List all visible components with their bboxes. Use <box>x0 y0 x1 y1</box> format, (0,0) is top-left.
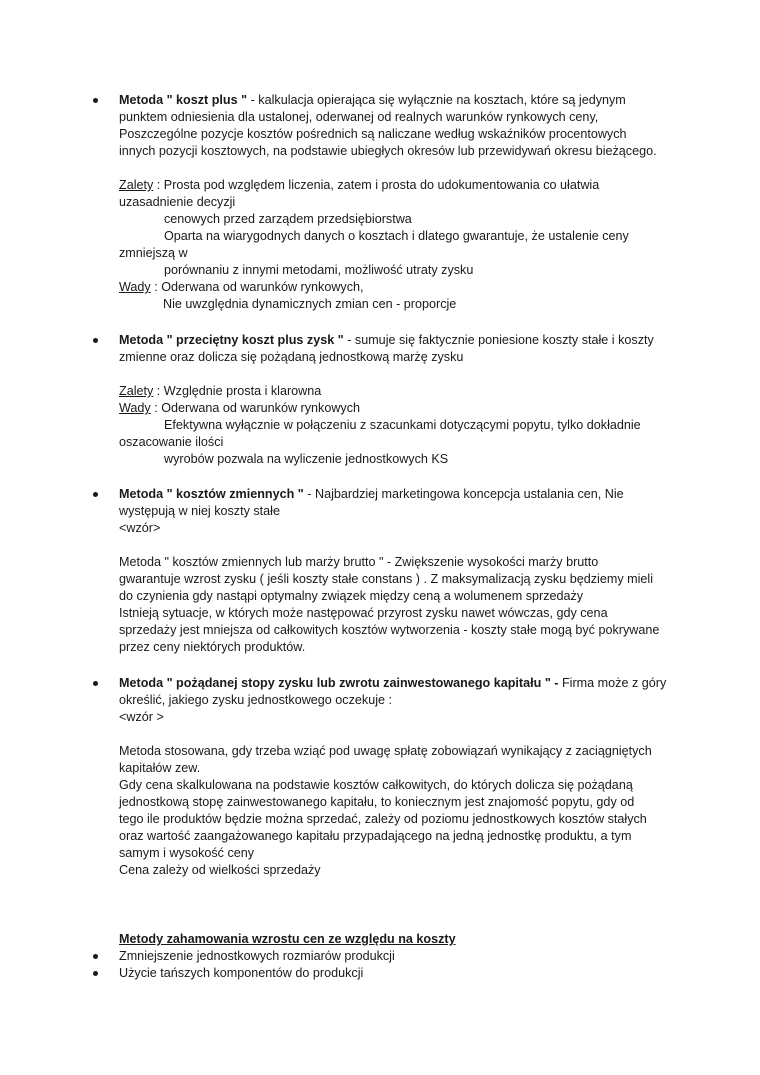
paragraph-line: porównaniu z innymi metodami, możliwość utraty zysku <box>164 263 474 277</box>
pros-label: Zalety <box>119 178 154 192</box>
formula-placeholder: <wzór > <box>119 710 164 724</box>
paragraph-line: uzasadnienie decyzji <box>119 195 236 209</box>
paragraph-line: Gdy cena skalkulowana na podstawie kosztów całkowitych, do których dolicza się pożądaną <box>119 778 633 792</box>
list-item-text: Użycie tańszych komponentów do produkcji <box>119 966 364 980</box>
paragraph-line: oraz wartość zaangażowanego kapitału przypadającego na jedną jednostkę produktu, a tym <box>119 829 632 843</box>
paragraph-line: jednostkową stopę zainwestowanego kapitału, to koniecznym jest znajomość popytu, gdy od <box>119 795 635 809</box>
paragraph-line: zmienne oraz dolicza się pożądaną jednostkową marżę zysku <box>119 350 464 364</box>
bullet-icon <box>93 954 98 959</box>
bullet-icon <box>93 681 98 686</box>
paragraph-line: cenowych przed zarządem przedsiębiorstwa <box>164 212 412 226</box>
paragraph-line: Cena zależy od wielkości sprzedaży <box>119 863 321 877</box>
section-stopa-zysku <box>0 675 679 879</box>
section-heading-wrap <box>0 931 679 948</box>
pros-line: Zalety : Względnie prosta i klarowna <box>119 384 322 398</box>
paragraph-line: Metoda " przeciętny koszt plus zysk " - sumuje się faktycznie poniesione koszty stałe i koszty <box>119 333 654 347</box>
paragraph-line: zmniejszą w <box>119 246 188 260</box>
list-item <box>0 948 679 965</box>
paragraph-line: do czynienia gdy nastąpi optymalny związek między ceną a wolumenem sprzedaży <box>119 589 584 603</box>
cons-line: Wady : Oderwana od warunków rynkowych, <box>119 280 364 294</box>
paragraph-line: punktem odniesienia dla ustalonej, oderwanej od realnych warunków rynkowych ceny, <box>119 110 599 124</box>
formula-placeholder: <wzór> <box>119 521 161 535</box>
paragraph-line: tego ile produktów będzie można sprzedać, zależy od poziomu jednostkowych kosztów stałych <box>119 812 647 826</box>
paragraph-line: gwarantuje wzrost zysku ( jeśli koszty stałe constans ) . Z maksymalizacją zysku będziemy mieli <box>119 572 653 586</box>
paragraph-line: Metoda stosowana, gdy trzeba wziąć pod uwagę spłatę zobowiązań wynikający z zaciągniętych <box>119 744 652 758</box>
section-koszty-zmienne <box>0 486 679 656</box>
paragraph-line: sprzedaży jest mniejsza od całkowitych kosztów wytworzenia - koszty stałe mogą być pokrywane <box>119 623 660 637</box>
section-koszt-plus <box>0 92 679 313</box>
bullet-icon <box>93 492 98 497</box>
section-heading: Metody zahamowania wzrostu cen ze względu na koszty <box>119 932 456 946</box>
paragraph-line: samym i wysokość ceny <box>119 846 255 860</box>
list-item-text: Zmniejszenie jednostkowych rozmiarów produkcji <box>119 949 395 963</box>
paragraph-line: Metoda " kosztów zmiennych lub marży brutto " - Zwiększenie wysokości marży brutto <box>119 555 599 569</box>
pros-line: Zalety : Prosta pod względem liczenia, zatem i prosta do udokumentowania co ułatwia <box>119 178 600 192</box>
paragraph-line: określić, jakiego zysku jednostkowego oczekuje : <box>119 693 393 707</box>
paragraph-line: oszacowanie ilości <box>119 435 224 449</box>
cons-line: Wady : Oderwana od warunków rynkowych <box>119 401 361 415</box>
bullet-item-przecietny-koszt <box>0 332 679 468</box>
bullet-icon <box>93 338 98 343</box>
paragraph-line: wyrobów pozwala na wyliczenie jednostkowych KS <box>164 452 449 466</box>
bullet-item-koszty-zmienne <box>0 486 679 656</box>
paragraph-line: Efektywna wyłącznie w połączeniu z szacunkami dotyczącymi popytu, tylko dokładnie <box>164 418 641 432</box>
cons-label: Wady <box>119 280 151 294</box>
section-zahamowanie <box>0 931 679 982</box>
method-title: Metoda " koszt plus " <box>119 93 248 107</box>
method-title: Metoda " pożądanej stopy zysku lub zwrotu zainwestowanego kapitału " - <box>119 676 559 690</box>
paragraph-line: przez ceny niektórych produktów. <box>119 640 306 654</box>
paragraph-line: występują w niej koszty stałe <box>119 504 280 518</box>
cons-label: Wady <box>119 401 151 415</box>
method-title: Metoda " przeciętny koszt plus zysk " <box>119 333 344 347</box>
paragraph-line: Istnieją sytuacje, w których może następować przyrost zysku nawet wówczas, gdy cena <box>119 606 608 620</box>
paragraph-line: kapitałów zew. <box>119 761 201 775</box>
bullet-item-koszt-plus <box>0 92 679 313</box>
paragraph-line: innych pozycji kosztowych, na podstawie ubiegłych okresów lub przewidywań okresu bieżącego. <box>119 144 657 158</box>
bullet-icon <box>93 971 98 976</box>
pros-label: Zalety <box>119 384 154 398</box>
paragraph-line: Oparta na wiarygodnych danych o kosztach i dlatego gwarantuje, że ustalenie ceny <box>164 229 629 243</box>
bullet-item-stopa-zysku <box>0 675 679 879</box>
paragraph-line: Metoda " pożądanej stopy zysku lub zwrotu zainwestowanego kapitału " - Firma może z góry <box>119 676 667 690</box>
paragraph-line: Metoda " kosztów zmiennych " - Najbardziej marketingowa koncepcja ustalania cen, Nie <box>119 487 624 501</box>
section-przecietny-koszt <box>0 332 679 468</box>
paragraph-line: Poszczególne pozycje kosztów pośrednich są naliczane według wskaźników procentowych <box>119 127 627 141</box>
bullet-icon <box>93 98 98 103</box>
paragraph-line: Nie uwzględnia dynamicznych zmian cen - proporcje <box>163 297 457 311</box>
paragraph-line: Metoda " koszt plus " - kalkulacja opierająca się wyłącznie na kosztach, które są jedynym <box>119 93 626 107</box>
method-title: Metoda " kosztów zmiennych " <box>119 487 304 501</box>
list-item <box>0 965 679 982</box>
